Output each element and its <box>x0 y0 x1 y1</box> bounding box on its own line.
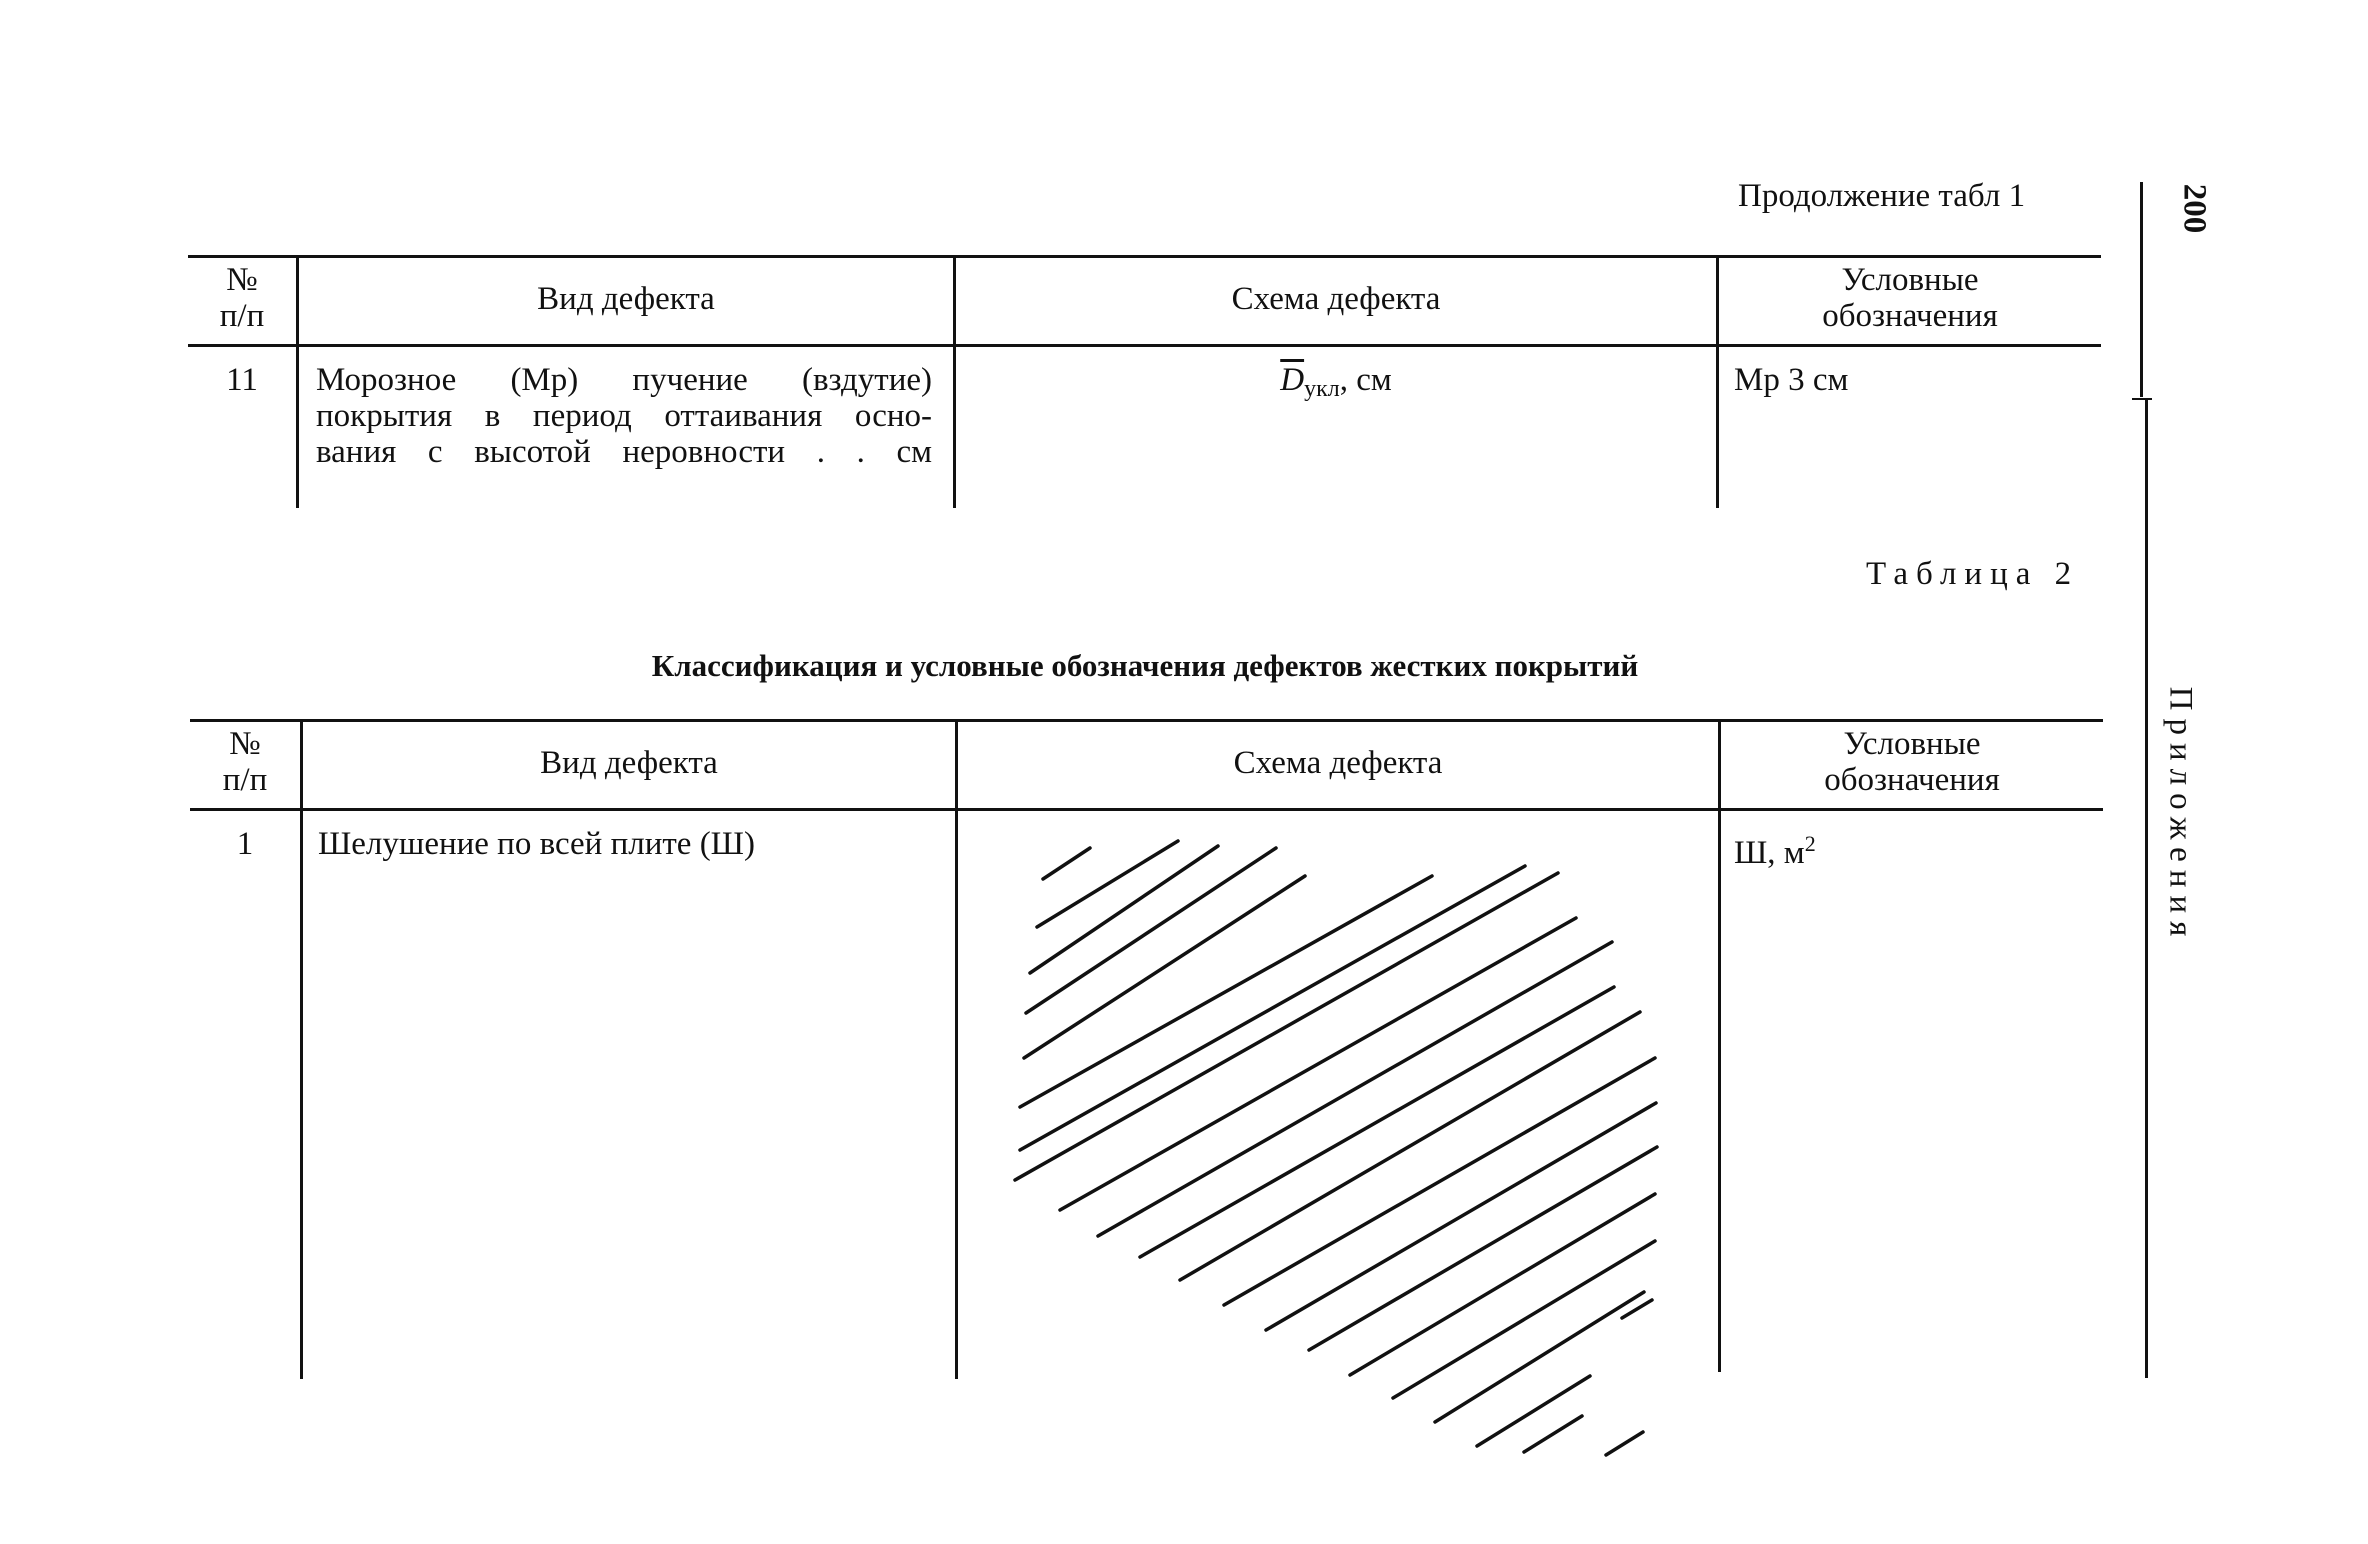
section-label: Приложения <box>2162 686 2199 945</box>
table2-header-defect-scheme: Схема дефекта <box>1233 745 1443 781</box>
table1-header-defect-type: Вид дефекта <box>537 281 715 317</box>
hatch-line <box>1606 1432 1643 1455</box>
table2-row-defect-type: Шелушение по всей плите (Ш) <box>318 826 755 862</box>
table2-header-symbols-line1: Условные <box>1843 726 1981 762</box>
table2-row-symbols-sup: 2 <box>1804 831 1816 856</box>
table1-header-num-line2: п/п <box>219 298 265 334</box>
margin-tick <box>2132 398 2152 400</box>
scheme-symbol-subscript: укл <box>1304 376 1340 402</box>
margin-rule-top <box>2140 182 2143 397</box>
table2-caption: Таблица 2 <box>1866 556 2080 592</box>
hatch-line <box>1024 876 1305 1058</box>
hatch-line <box>1309 1147 1657 1350</box>
scheme-symbol-unit: , см <box>1339 362 1392 398</box>
hatch-line <box>1524 1416 1582 1452</box>
table1-header-defect-scheme: Схема дефекта <box>1231 281 1441 317</box>
table2-header-symbols-line2: обозначения <box>1824 762 2000 798</box>
scheme-symbol-d: $\overline{D}$ <box>1280 362 1305 398</box>
table1-row-defect-type-line3: вания с высотой неровности . . см <box>316 434 932 470</box>
table1-row-defect-type-line2: покрытия в период оттаивания осно- <box>316 398 932 434</box>
hatch-line <box>1224 1058 1655 1305</box>
hatch-line <box>1266 1103 1656 1330</box>
table2-header-num-line1: № <box>229 726 261 762</box>
hatch-line <box>1350 1194 1655 1375</box>
table1-row-num: 11 <box>226 362 258 398</box>
hatch-line <box>1020 876 1432 1107</box>
table2-title: Классификация и условные обозначения дефектов жестких покрытий <box>651 648 1639 683</box>
hatch-line <box>1180 1012 1640 1280</box>
table2-row-symbols-base: Ш, м <box>1734 835 1805 871</box>
page-number: 200 <box>2176 183 2213 234</box>
hatch-line <box>1015 873 1558 1180</box>
table1-continuation-caption: Продолжение табл 1 <box>1738 178 2026 214</box>
hatch-line <box>1020 866 1525 1150</box>
hatch-lines <box>1015 841 1657 1455</box>
hatch-line <box>1037 841 1178 927</box>
table1-header-num-line1: № <box>226 262 258 298</box>
hatch-line <box>1043 848 1090 879</box>
table1-row-defect-type-line1: Морозное (Мр) пучение (вздутие) <box>316 362 932 398</box>
hatch-line <box>1060 918 1576 1210</box>
table2-header-num-line2: п/п <box>222 762 268 798</box>
margin-rule-bottom <box>2145 398 2148 1378</box>
hatch-line <box>1030 846 1218 973</box>
hatch-line <box>1026 848 1276 1013</box>
table2-row-num: 1 <box>236 826 254 862</box>
hatch-line <box>1393 1241 1655 1398</box>
table1-header-symbols-line2: обозначения <box>1822 298 1998 334</box>
table1-row-symbols: Мр 3 см <box>1734 362 1849 398</box>
table2-header-defect-type: Вид дефекта <box>540 745 718 781</box>
table1-header-symbols-line1: Условные <box>1841 262 1979 298</box>
